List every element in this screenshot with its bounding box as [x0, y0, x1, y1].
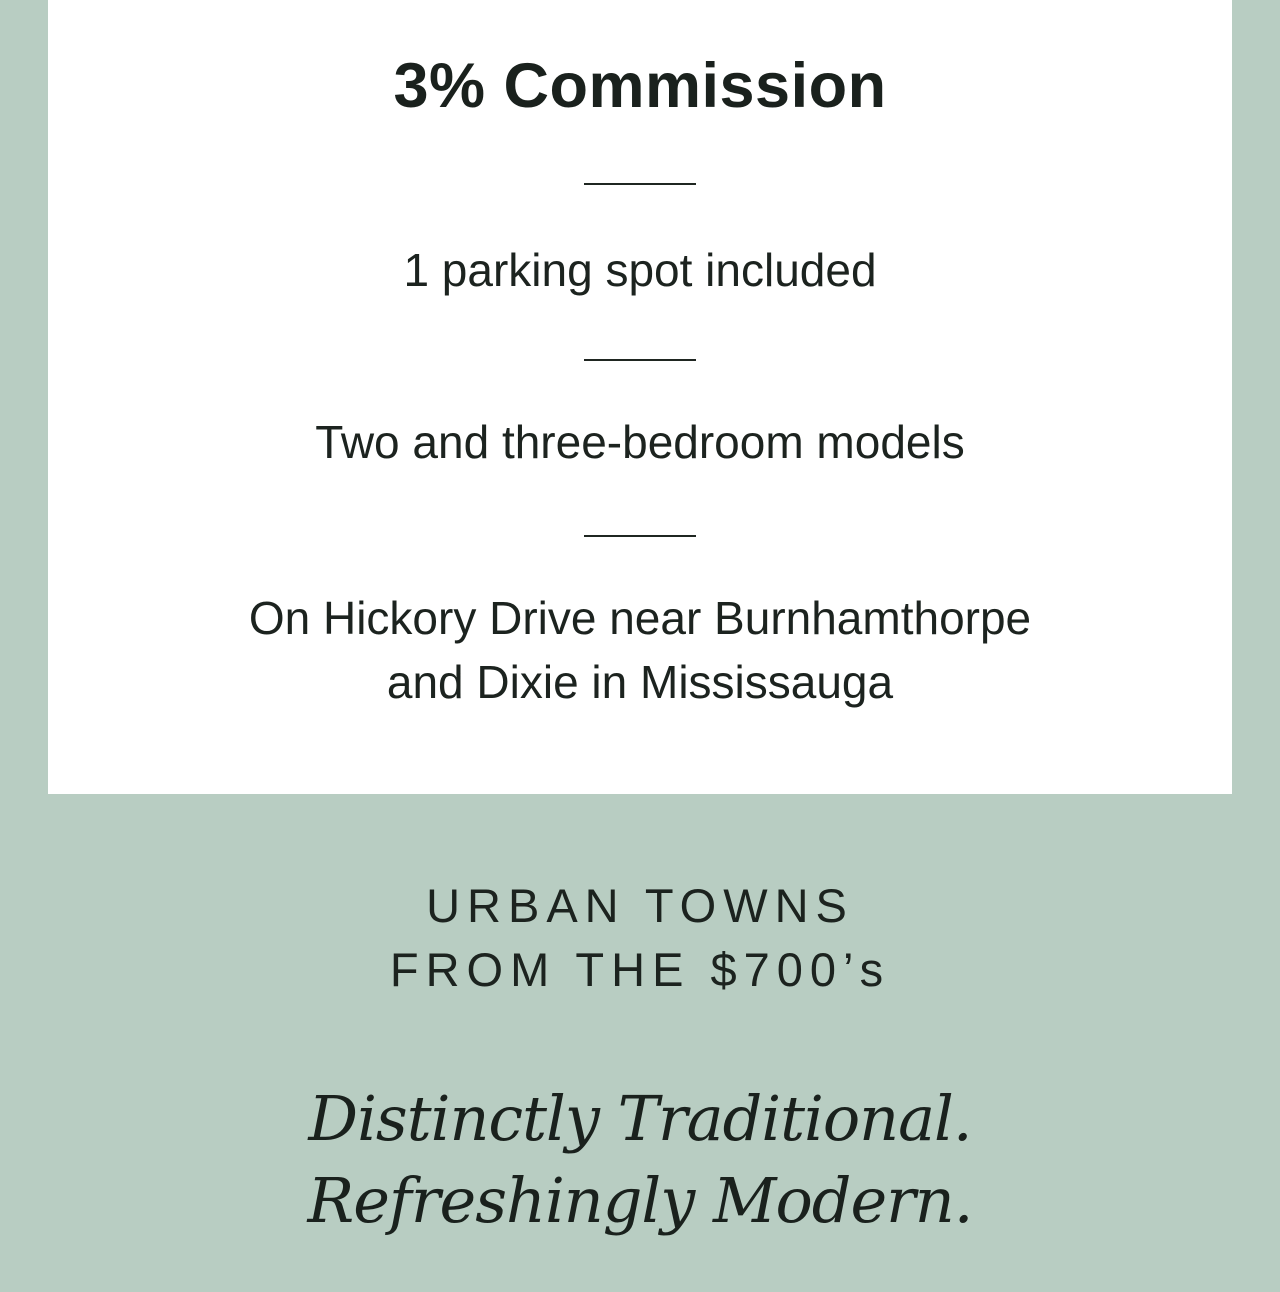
divider-1 — [584, 183, 696, 185]
info-card — [48, 0, 1232, 794]
slogan-line-2: Refreshingly Modern. — [307, 1164, 973, 1237]
divider-3 — [584, 535, 696, 537]
feature-parking: 1 parking spot included — [403, 244, 877, 296]
pricing-tagline — [0, 874, 1280, 1002]
divider-2 — [584, 359, 696, 361]
commission-heading: 3% Commission — [393, 51, 887, 121]
feature-location-line-2: and Dixie in Mississauga — [386, 656, 894, 708]
feature-location-line-1: On Hickory Drive near Burnhamthorpe — [248, 592, 1032, 644]
brand-slogan — [0, 1078, 1280, 1242]
tagline-line-1: URBAN TOWNS — [426, 879, 854, 932]
slogan-line-1: Distinctly Traditional. — [308, 1082, 972, 1155]
feature-bedrooms: Two and three-bedroom models — [315, 416, 965, 468]
tagline-line-2: FROM THE $700’s — [389, 943, 891, 996]
